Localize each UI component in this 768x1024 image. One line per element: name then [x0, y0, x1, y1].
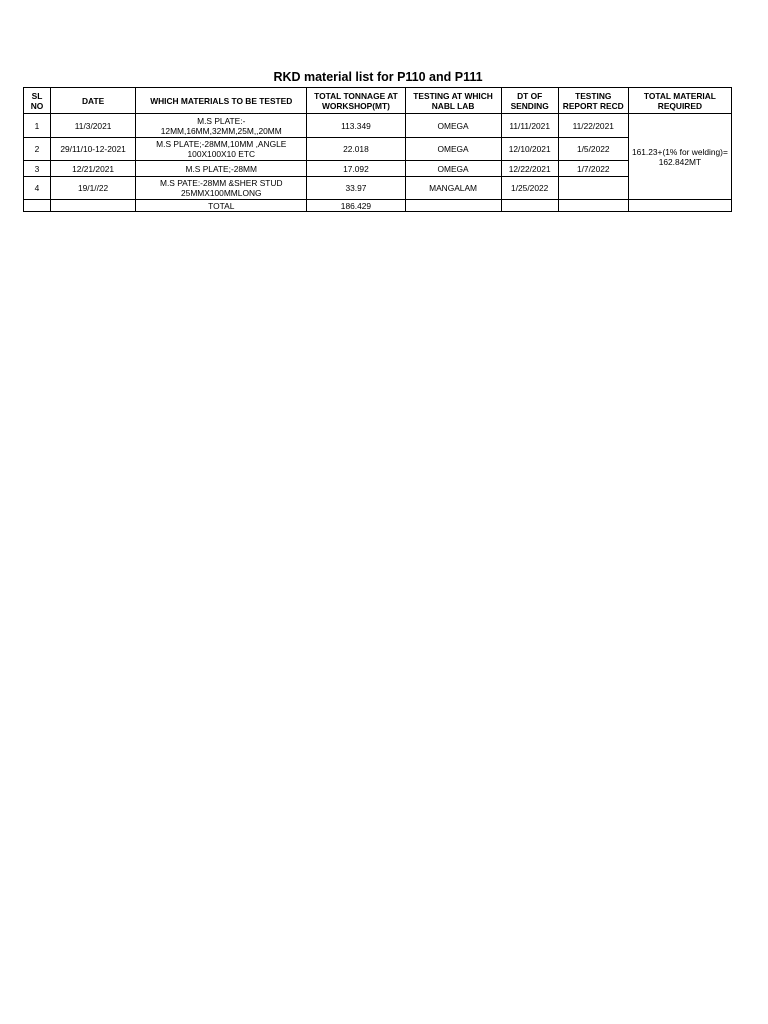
cell-date: 12/21/2021 — [51, 161, 136, 177]
cell-sl-no: 2 — [24, 138, 51, 161]
header-required: TOTAL MATERIAL REQUIRED — [628, 88, 731, 114]
cell-date: 19/1//22 — [51, 177, 136, 200]
table-row — [24, 114, 732, 138]
cell-total-material-required: 161.23+(1% for welding)= 162.842MT — [628, 114, 731, 200]
cell-lab: OMEGA — [405, 114, 501, 138]
header-sl-no: SL NO — [24, 88, 51, 114]
cell-report: 11/22/2021 — [558, 114, 628, 138]
document-title: RKD material list for P110 and P111 — [273, 70, 483, 84]
cell-tonnage: 113.349 — [307, 114, 405, 138]
cell-date: 11/3/2021 — [51, 114, 136, 138]
header-dt-sending: DT OF SENDING — [501, 88, 558, 114]
cell-sl-no: 3 — [24, 161, 51, 177]
cell-tonnage: 22.018 — [307, 138, 405, 161]
header-row — [24, 88, 732, 114]
cell-report: 1/7/2022 — [558, 161, 628, 177]
header-lab: TESTING AT WHICH NABL LAB — [405, 88, 501, 114]
cell-lab: OMEGA — [405, 138, 501, 161]
cell-empty — [501, 200, 558, 212]
cell-empty — [24, 200, 51, 212]
cell-lab: MANGALAM — [405, 177, 501, 200]
cell-report — [558, 177, 628, 200]
cell-dt-sending: 11/11/2021 — [501, 114, 558, 138]
table-row — [24, 177, 732, 200]
cell-empty — [628, 200, 731, 212]
cell-empty — [51, 200, 136, 212]
header-date: DATE — [51, 88, 136, 114]
cell-date: 29/11/10-12-2021 — [51, 138, 136, 161]
cell-materials: M.S PLATE:- 12MM,16MM,32MM,25M,,20MM — [136, 114, 307, 138]
cell-lab: OMEGA — [405, 161, 501, 177]
cell-materials: M.S PLATE;-28MM — [136, 161, 307, 177]
cell-dt-sending: 12/22/2021 — [501, 161, 558, 177]
cell-tonnage: 33.97 — [307, 177, 405, 200]
total-tonnage: 186.429 — [307, 200, 405, 212]
cell-empty — [558, 200, 628, 212]
cell-sl-no: 1 — [24, 114, 51, 138]
material-table — [23, 87, 732, 212]
cell-dt-sending: 12/10/2021 — [501, 138, 558, 161]
table-row — [24, 138, 732, 161]
cell-sl-no: 4 — [24, 177, 51, 200]
cell-dt-sending: 1/25/2022 — [501, 177, 558, 200]
table-row — [24, 161, 732, 177]
header-tonnage: TOTAL TONNAGE AT WORKSHOP(MT) — [307, 88, 405, 114]
header-materials: WHICH MATERIALS TO BE TESTED — [136, 88, 307, 114]
cell-tonnage: 17.092 — [307, 161, 405, 177]
cell-empty — [405, 200, 501, 212]
header-report: TESTING REPORT RECD — [558, 88, 628, 114]
cell-materials: M.S PATE:-28MM &SHER STUD 25MMX100MMLONG — [136, 177, 307, 200]
cell-report: 1/5/2022 — [558, 138, 628, 161]
total-label: TOTAL — [136, 200, 307, 212]
total-row — [24, 200, 732, 212]
cell-materials: M.S PLATE;-28MM,10MM ,ANGLE 100X100X10 ETC — [136, 138, 307, 161]
